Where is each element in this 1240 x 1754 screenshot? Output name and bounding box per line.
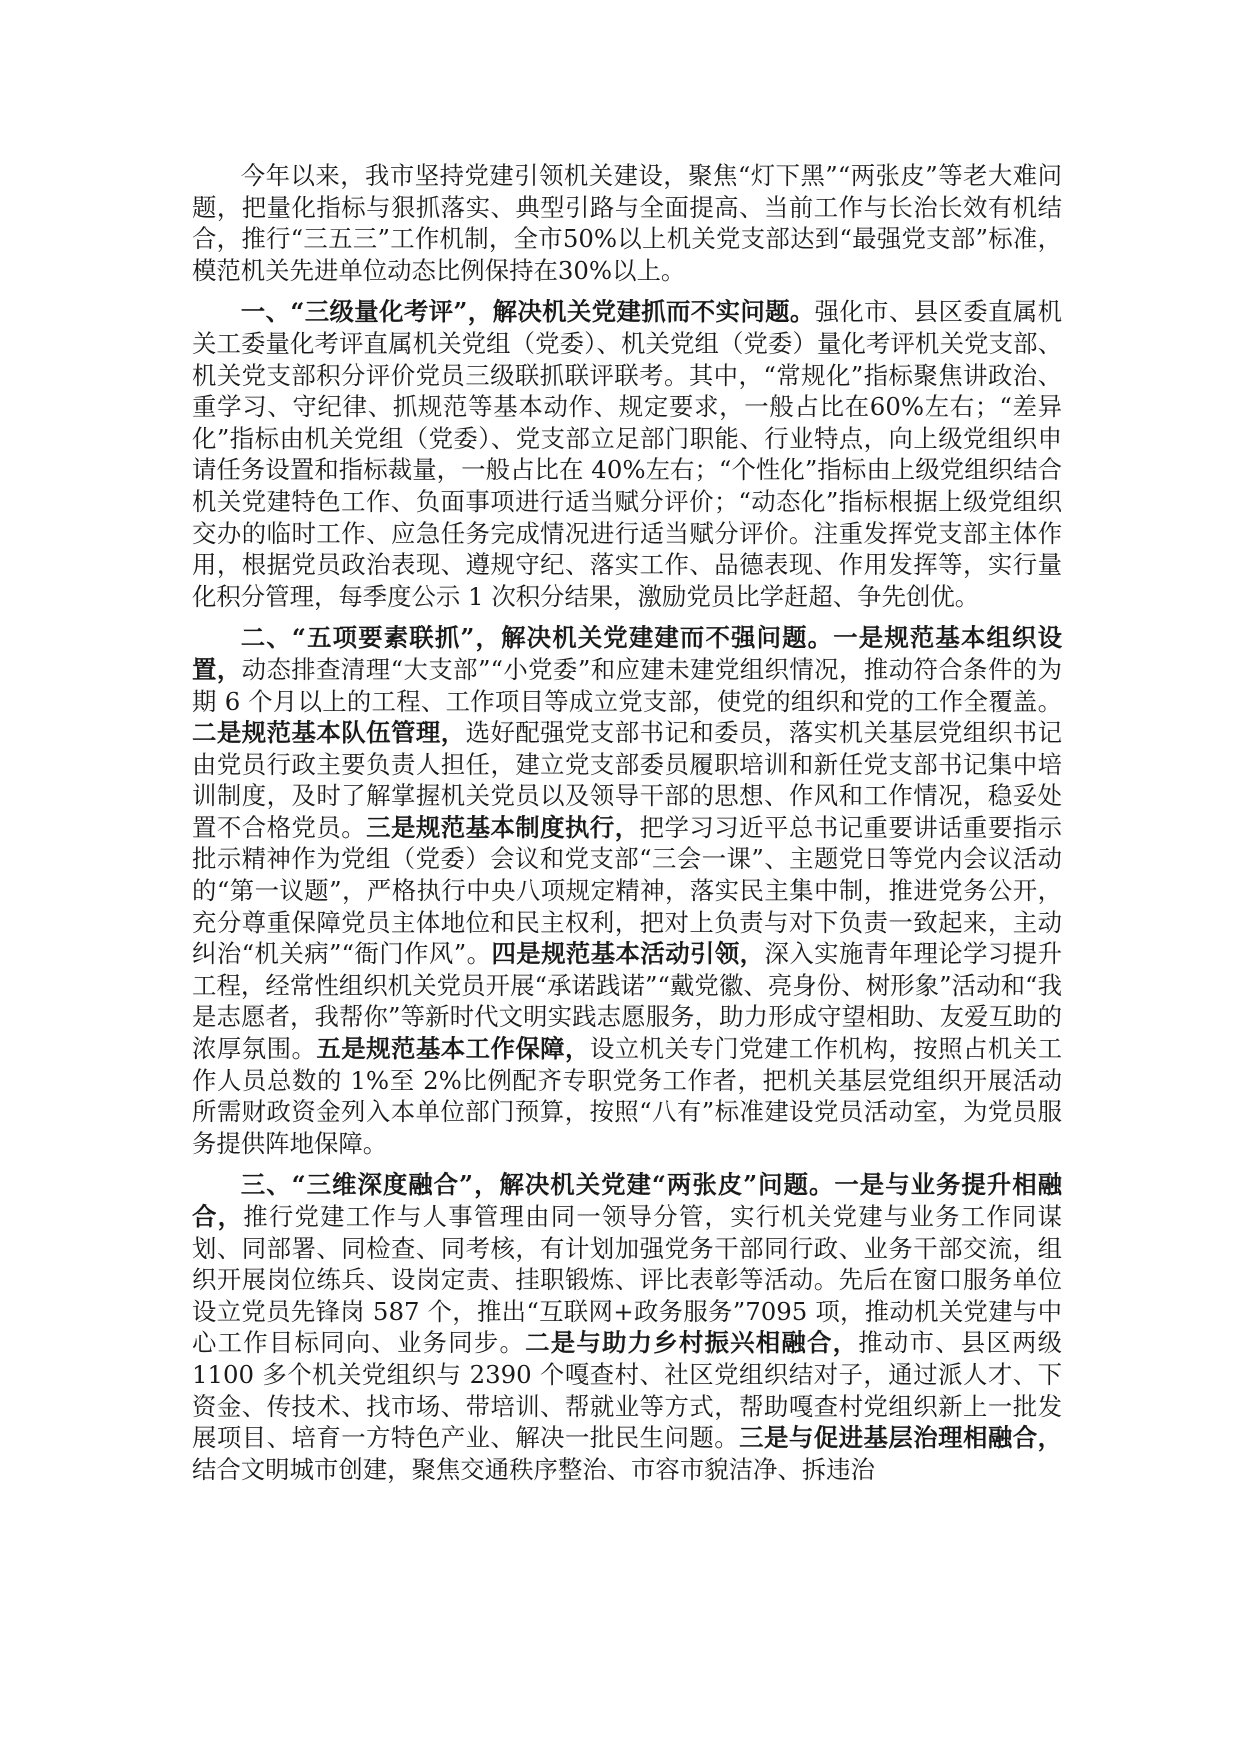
- section-2-item-4-lead: 四是规范基本活动引领，: [491, 939, 765, 969]
- section-1-heading: 一、“三级量化考评”，解决机关党建抓而不实问题。: [240, 297, 815, 327]
- section-2-item-1-lead: 一是规范基本组织设置，: [192, 623, 1062, 684]
- section-2-paragraph: [192, 622, 1062, 1159]
- section-1-paragraph: [192, 296, 1062, 612]
- section-2-item-4-body: 深入实施青年理论学习提升工程，经常性组织机关党员开展“承诺践诺”“戴党徽、亮身份、树形象”活动和“我是志愿者，我帮你”等新时代文明实践志愿服务，助力形成守望相助、友爱互助的浓厚氛围。: [192, 939, 1062, 1064]
- section-2-item-2-lead: 二是规范基本队伍管理，: [192, 718, 466, 748]
- section-3-item-1-lead: 一是与业务提升相融合，: [192, 1170, 1062, 1231]
- section-2-item-5-body: 设立机关专门党建工作机构，按照占机关工作人员总数的 1%至 2%比例配齐专职党务工作者，把机关基层党组织开展活动所需财政资金列入本单位部门预算，按照“八有”标准建设党员活动室，为党员服务提供阵地保障。: [192, 1034, 1062, 1158]
- section-2-item-2-body: 选好配强党支部书记和委员，落实机关基层党组织书记由党员行政主要负责人担任，建立党支部委员履职培训和新任党支部书记集中培训制度，及时了解掌握机关党员以及领导干部的思想、作风和工作情况，稳妥处置不合格党员。: [192, 718, 1062, 842]
- section-3-paragraph: [192, 1169, 1062, 1485]
- section-3-heading: 三、“三维深度融合”，解决机关党建“两张皮”问题。: [240, 1170, 835, 1200]
- section-3-item-3-lead: 三是与促进基层治理相融合，: [739, 1423, 1062, 1453]
- section-1-body: 强化市、县区委直属机关工委量化考评直属机关党组（党委）、机关党组（党委）量化考评机关党支部、机关党支部积分评价党员三级联抓联评联考。其中，“常规化”指标聚焦讲政治、重学习、守纪律、抓规范等基本动作、规定要求，一般占比在60%左右；“差异化”指标由机关党组（党委）、党支部立足部门职能、行业特点，向上级党组织申请任务设置和指标裁量，一般占比在 40%左右；“个性化”指标由上级党组织结合机关党建特色工作、负面事项进行适当赋分评价；“动态化”指标根据上级党组织交办的临时工作、应急任务完成情况进行适当赋分评价。注重发挥党支部主体作用，根据党员政治表现、遵规守纪、落实工作、品德表现、作用发挥等，实行量化积分管理，每季度公示 1 次积分结果，激励党员比学赶超、争先创优。: [192, 297, 1062, 611]
- section-3-item-2-lead: 二是与助力乡村振兴相融合，: [525, 1328, 859, 1358]
- section-3-item-2-body: 推动市、县区两级 1100 多个机关党组织与 2390 个嘎查村、社区党组织结对子，通过派人才、下资金、传技术、找市场、带培训、帮就业等方式，帮助嘎查村党组织新上一批发展项目、培育一方特色产业、解决一批民生问题。: [192, 1328, 1062, 1453]
- section-2-item-1-body: 动态排查清理“大支部”“小党委”和应建未建党组织情况，推动符合条件的为期 6 个月以上的工程、工作项目等成立党支部，使党的组织和党的工作全覆盖。: [192, 654, 1062, 716]
- section-3-item-3-body: 结合文明城市创建，聚焦交通秩序整治、市容市貌洁净、拆违治: [192, 1454, 875, 1484]
- intro-text: 今年以来，我市坚持党建引领机关建设，聚焦“灯下黑”“两张皮”等老大难问题，把量化指标与狠抓落实、典型引路与全面提高、当前工作与长治长效有机结合，推行“三五三”工作机制，全市50%以上机关党支部达到“最强党支部”标准，模范机关先进单位动态比例保持在30%以上。: [192, 161, 1062, 285]
- intro-paragraph: [192, 160, 1062, 286]
- section-2-item-3-body: 把学习习近平总书记重要讲话重要指示批示精神作为党组（党委）会议和党支部“三会一课”、主题党日等党内会议活动的“第一议题”，严格执行中央八项规定精神，落实民主集中制，推进党务公开，充分尊重保障党员主体地位和民主权利，把对上负责与对下负责一致起来，主动纠治“机关病”“衙门作风”。: [192, 812, 1062, 969]
- document-page: [192, 160, 1062, 1495]
- section-3-item-1-body: 推行党建工作与人事管理由同一领导分管，实行机关党建与业务工作同谋划、同部署、同检查、同考核，有计划加强党务干部同行政、业务干部交流，组织开展岗位练兵、设岗定责、挂职锻炼、评比表彰等活动。先后在窗口服务单位设立党员先锋岗 587 个，推出“互联网+政务服务”7095 项，推动机关党建与中心工作目标同向、业务同步。: [192, 1202, 1062, 1358]
- section-2-item-5-lead: 五是规范基本工作保障，: [316, 1034, 590, 1064]
- section-2-item-3-lead: 三是规范基本制度执行，: [366, 812, 640, 842]
- section-2-heading: 二、“五项要素联抓”，解决机关党建建而不强问题。: [240, 623, 834, 653]
